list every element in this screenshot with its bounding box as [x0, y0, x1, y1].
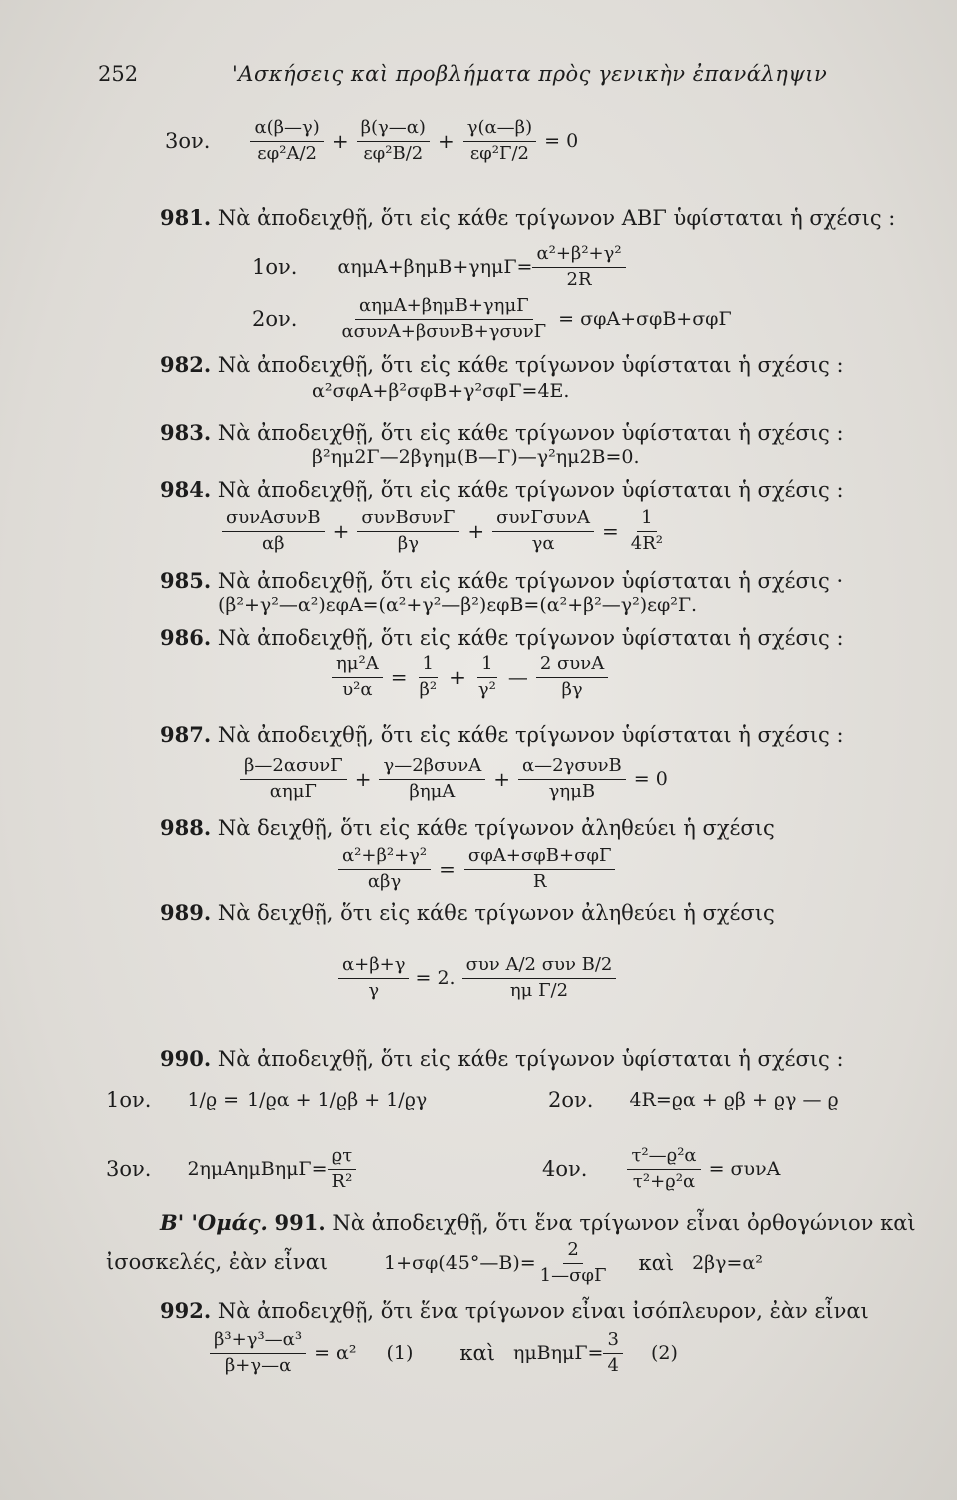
problem-991: Β' 'Ομάς. 991. Νὰ ἀποδειχθῇ, ὅτι ἕνα τρίγωνον εἶναι ὀρθογώνιον καὶ: [160, 1210, 916, 1235]
fraction: $\frac{\alpha(\beta—\gamma)}{\text{εφ²Α/2}}$: [250, 118, 323, 164]
equation: 2ον. 4R=ϱα + ϱβ + ϱγ — ϱ: [548, 1088, 839, 1112]
running-title: 'Ασκήσεις καὶ προβλήματα πρὸς γενικὴν ἐπανάληψιν: [232, 62, 828, 86]
equation: 1+σφ(45°—Β)= $\frac{2}{\text{1—σφΓ}}$ καὶ 2βγ=α²: [384, 1239, 763, 1286]
problem-988: 988. Νὰ δειχθῇ, ὅτι εἰς κάθε τρίγωνον ἀληθεύει ἡ σχέσις: [160, 815, 775, 840]
fraction: $\frac{\beta(\gamma—\alpha)}{\text{εφ²Β/2}}$: [357, 118, 430, 164]
problem-986: 986. Νὰ ἀποδειχθῇ, ὅτι εἰς κάθε τρίγωνον ὑφίσταται ἡ σχέσις :: [160, 625, 844, 650]
equation: 1ον. αημΑ+βημΒ+γημΓ= $\frac{\text{α²+β²+γ²}}{2R}$: [252, 244, 626, 290]
problem-983: 983. Νὰ ἀποδειχθῇ, ὅτι εἰς κάθε τρίγωνον ὑφίσταται ἡ σχέσις :: [160, 420, 844, 445]
problem-text: Νὰ ἀποδειχθῇ, ὅτι εἰς κάθε τρίγωνον ΑΒΓ ὑφίσταται ἡ σχέσις :: [217, 206, 896, 230]
fraction: $\frac{\gamma(\alpha—\beta)}{\text{εφ²Γ/2}}$: [463, 118, 536, 164]
equation: α²σφΑ+β²σφΒ+γ²σφΓ=4Ε.: [312, 380, 570, 402]
problem-989: 989. Νὰ δειχθῇ, ὅτι εἰς κάθε τρίγωνον ἀληθεύει ἡ σχέσις: [160, 900, 775, 925]
equation: $\frac{\alpha+\beta+\gamma}{\gamma}$ = 2. $\frac{\text{συν Α/2 συν Β/2}}{\text{ημ Γ/2}}$: [338, 955, 616, 1001]
equation: $\frac{\text{β³+γ³—α³}}{\beta+\gamma—\alpha}$ = α² (1) καὶ ημΒημΓ= $\frac{3}{4}$ (2): [210, 1330, 678, 1376]
problem-981: [160, 205, 895, 230]
equation: 3ον. 2ημΑημΒημΓ= $\frac{ϱ\tau}{\text{R²}}$: [106, 1146, 356, 1192]
problem-982: 982. Νὰ ἀποδειχθῇ, ὅτι εἰς κάθε τρίγωνον ὑφίσταται ἡ σχέσις :: [160, 352, 844, 377]
group-heading: Β' 'Ομάς.: [160, 1210, 268, 1235]
equation: $\frac{\text{συνΑσυνΒ}}{\alpha\beta}$ + $\frac{\text{συνΒσυνΓ}}{\beta\gamma}$ + $\frac{\text{συνΓσυνΑ}}{\gamma\alpha}$ = $\frac{1}{\text{4R²}}$: [222, 508, 667, 554]
page-number: 252: [98, 62, 139, 86]
problem-992: 992. Νὰ ἀποδειχθῇ, ὅτι ἕνα τρίγωνον εἶναι ἰσόπλευρον, ἐὰν εἶναι: [160, 1298, 869, 1323]
equation: 4ον. $\frac{\text{τ²—ϱ²α}}{\text{τ²+ϱ²α}}$ = συνΑ: [542, 1145, 781, 1192]
problem-987: 987. Νὰ ἀποδειχθῇ, ὅτι εἰς κάθε τρίγωνον ὑφίσταται ἡ σχέσις :: [160, 722, 844, 747]
equation: β²ημ2Γ—2βγημ(Β—Γ)—γ²ημ2Β=0.: [312, 446, 640, 468]
equation: (β²+γ²—α²)εφΑ=(α²+γ²—β²)εφΒ=(α²+β²—γ²)εφ²Γ.: [218, 594, 698, 616]
equation: 1ον. 1/ϱ = 1/ϱα + 1/ϱβ + 1/ϱγ: [106, 1088, 428, 1112]
problem-text: ἰσοσκελές, ἐὰν εἶναι: [106, 1250, 329, 1274]
equation: $\frac{\text{β—2ασυνΓ}}{\text{αημΓ}}$ + $\frac{\text{γ—2βσυνΑ}}{\text{βημΑ}}$ + $\frac{\text{α—2γσυνΒ}}{\text{γημΒ}}$ = 0: [240, 756, 668, 802]
problem-number: 981.: [160, 205, 212, 230]
problem-990: 990. Νὰ ἀποδειχθῇ, ὅτι εἰς κάθε τρίγωνον ὑφίσταται ἡ σχέσις :: [160, 1046, 844, 1071]
equation: $\frac{\text{α²+β²+γ²}}{\text{αβγ}}$ = $\frac{\text{σφΑ+σφΒ+σφΓ}}{R}$: [338, 846, 615, 892]
part-label: 3ον.: [165, 129, 211, 154]
equation: 2ον. $\frac{\text{αημΑ+βημΒ+γημΓ}}{\text{ασυνΑ+βσυνΒ+γσυνΓ}}$ = σφΑ+σφΒ+σφΓ: [252, 295, 732, 342]
equation: $\frac{\text{ημ²Α}}{\text{υ²α}}$ = $\frac{1}{\text{β²}}$ + $\frac{1}{\text{γ²}}$ — $\frac{\text{2 συνΑ}}{\beta\gamma}$: [332, 654, 608, 700]
problem-984: 984. Νὰ ἀποδειχθῇ, ὅτι εἰς κάθε τρίγωνον ὑφίσταται ἡ σχέσις :: [160, 477, 844, 502]
problem-980-part3: 3ον. $\frac{\alpha(\beta—\gamma)}{\text{εφ²Α/2}}$ + $\frac{\beta(\gamma—\alpha)}{\text{εφ²Β/2}}$ + $\frac{\gamma(\alpha—\beta)}{\text{εφ²Γ/2}}$ = 0: [165, 117, 579, 164]
problem-985: 985. Νὰ ἀποδειχθῇ, ὅτι εἰς κάθε τρίγωνον ὑφίσταται ἡ σχέσις ·: [160, 568, 844, 593]
